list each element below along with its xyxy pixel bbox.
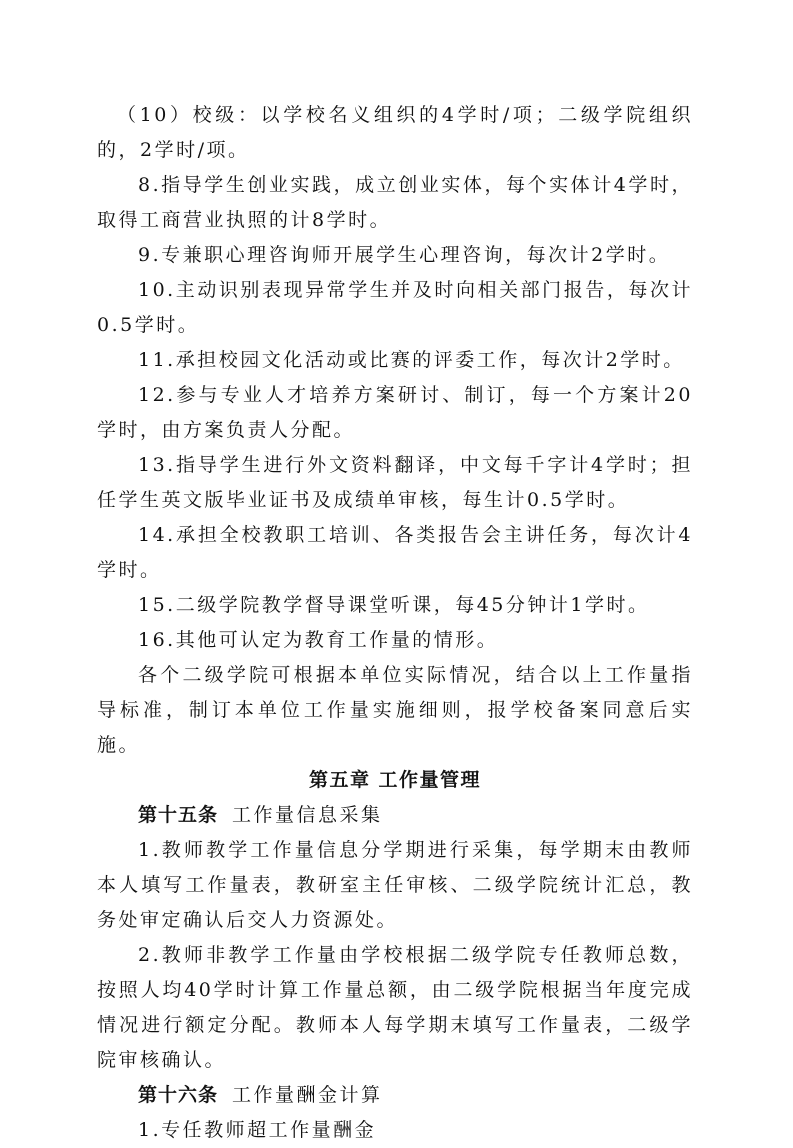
article-15-title: 工作量信息采集 — [232, 804, 383, 826]
paragraph-item-11: 11.承担校园文化活动或比赛的评委工作，每次计2学时。 — [138, 349, 685, 371]
article-16-number: 第十六条 — [138, 1084, 219, 1106]
article-16-title: 工作量酬金计算 — [232, 1084, 383, 1106]
paragraph-item-9: 9.专兼职心理咨询师开展学生心理咨询，每次计2学时。 — [138, 244, 671, 266]
article-15-number: 第十五条 — [138, 804, 219, 826]
article-15-paragraph-1: 1.教师教学工作量信息分学期进行采集，每学期末由教师本人填写工作量表，教研室主任审核、二级学院统计汇总，教务处审定确认后交人力资源处。 — [97, 839, 693, 931]
paragraph-implementation-note: 各个二级学院可根据本单位实际情况，结合以上工作量指导标准，制订本单位工作量实施细则，报学校备案同意后实施。 — [97, 664, 693, 756]
chapter-title: 第五章 工作量管理 — [308, 769, 482, 791]
article-16-paragraph-1: 1.专任教师超工作量酬金 — [138, 1119, 377, 1141]
paragraph-item-13: 13.指导学生进行外文资料翻译，中文每千字计4学时；担任学生英文版毕业证书及成绩单审核，每生计0.5学时。 — [97, 454, 693, 511]
article-15-paragraph-2: 2.教师非教学工作量由学校根据二级学院专任教师总数，按照人均40学时计算工作量总额，由二级学院根据当年度完成情况进行额定分配。教师本人每学期末填写工作量表，二级学院审核确认。 — [97, 944, 693, 1071]
paragraph-item-15: 15.二级学院教学督导课堂听课，每45分钟计1学时。 — [138, 594, 650, 616]
paragraph-item-16: 16.其他可认定为教育工作量的情形。 — [138, 629, 499, 651]
article-15-heading — [97, 798, 693, 833]
article-16-heading — [97, 1078, 693, 1113]
paragraph-item-12: 12.参与专业人才培养方案研讨、制订，每一个方案计20学时，由方案负责人分配。 — [97, 384, 693, 441]
document-body — [97, 98, 693, 1148]
paragraph-item-10-school-level: （10）校级：以学校名义组织的4学时/项；二级学院组织的，2学时/项。 — [97, 104, 693, 161]
paragraph-item-14: 14.承担全校教职工培训、各类报告会主讲任务，每次计4学时。 — [97, 524, 693, 581]
paragraph-item-8: 8.指导学生创业实践，成立创业实体，每个实体计4学时，取得工商营业执照的计8学时。 — [97, 174, 693, 231]
paragraph-item-10: 10.主动识别表现异常学生并及时向相关部门报告，每次计0.5学时。 — [97, 279, 693, 336]
